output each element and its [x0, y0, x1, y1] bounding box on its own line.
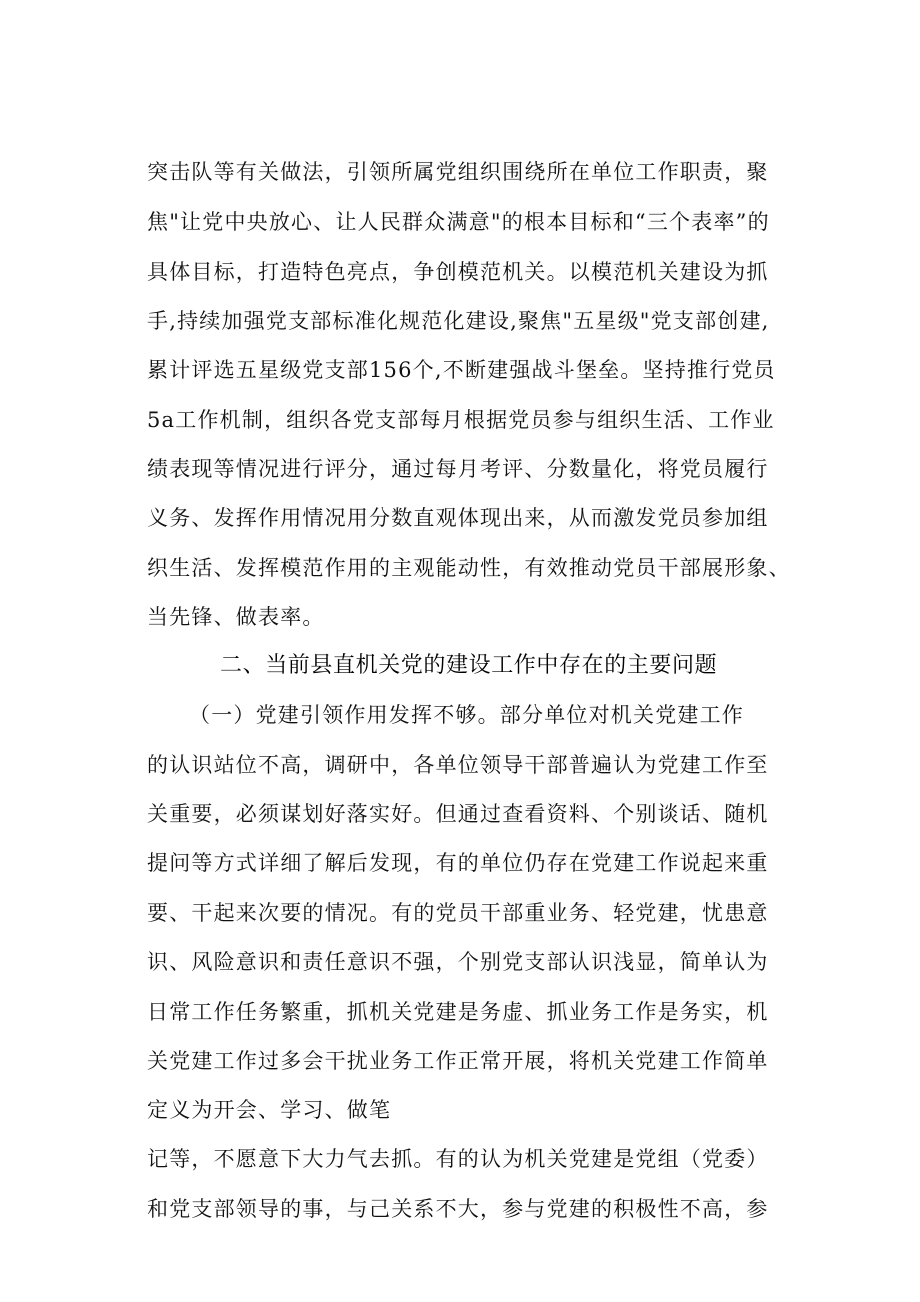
paragraph1-line-9: 织生活、发挥模范作用的主观能动性，有效推动党员干部展形象、 [147, 556, 791, 580]
paragraph2-line-1: （一）党建引领作用发挥不够。部分单位对机关党建工作 [189, 703, 744, 727]
paragraph1-line-2: 焦"让党中央放心、让人民群众满意"的根本目标和“三个表率”的 [147, 210, 770, 234]
paragraph2-line-11: 和党支部领导的事，与己关系不大，参与党建的积极性不高，参 [147, 1197, 769, 1221]
paragraph1-line-5: 累计评选五星级党支部156个,不断建强战斗堡垒。坚持推行党员 [147, 358, 776, 382]
paragraph2-line-6: 识、风险意识和责任意识不强，个别党支部认识浅显，简单认为 [147, 950, 769, 974]
paragraph1-line-7: 绩表现等情况进行评分，通过每月考评、分数量化，将党员履行 [147, 457, 769, 481]
paragraph1-line-1: 突击队等有关做法，引领所属党组织围绕所在单位工作职责，聚 [147, 160, 769, 184]
section-heading: 二、当前县直机关党的建设工作中存在的主要问题 [220, 653, 718, 678]
paragraph1-line-10: 当先锋、做表率。 [147, 605, 325, 629]
paragraph2-line-9: 定义为开会、学习、做笔 [147, 1098, 392, 1122]
paragraph2-line-5: 要、干起来次要的情况。有的党员干部重业务、轻党建，忧患意 [147, 901, 769, 925]
paragraph2-line-3: 关重要，必须谋划好落实好。但通过查看资料、个别谈话、随机 [147, 802, 769, 826]
paragraph2-line-8: 关党建工作过多会干扰业务工作正常开展，将机关党建工作简单 [147, 1049, 769, 1073]
paragraph2-line-10: 记等，不愿意下大力气去抓。有的认为机关党建是党组（党委） [147, 1147, 769, 1171]
paragraph2-line-7: 日常工作任务繁重，抓机关党建是务虚、抓业务工作是务实，机 [147, 1000, 769, 1024]
paragraph1-line-4: 手,持续加强党支部标准化规范化建设,聚焦"五星级"党支部创建, [147, 309, 770, 333]
paragraph1-line-6: 5a工作机制，组织各党支部每月根据党员参与组织生活、工作业 [147, 408, 775, 432]
paragraph1-line-3: 具体目标，打造特色亮点，争创模范机关。以模范机关建设为抓 [147, 260, 769, 284]
paragraph1-line-8: 义务、发挥作用情况用分数直观体现出来，从而激发党员参加组 [147, 506, 769, 530]
paragraph2-line-2: 的认识站位不高，调研中，各单位领导干部普遍认为党建工作至 [147, 753, 769, 777]
paragraph2-line-4: 提问等方式详细了解后发现，有的单位仍存在党建工作说起来重 [147, 851, 769, 875]
